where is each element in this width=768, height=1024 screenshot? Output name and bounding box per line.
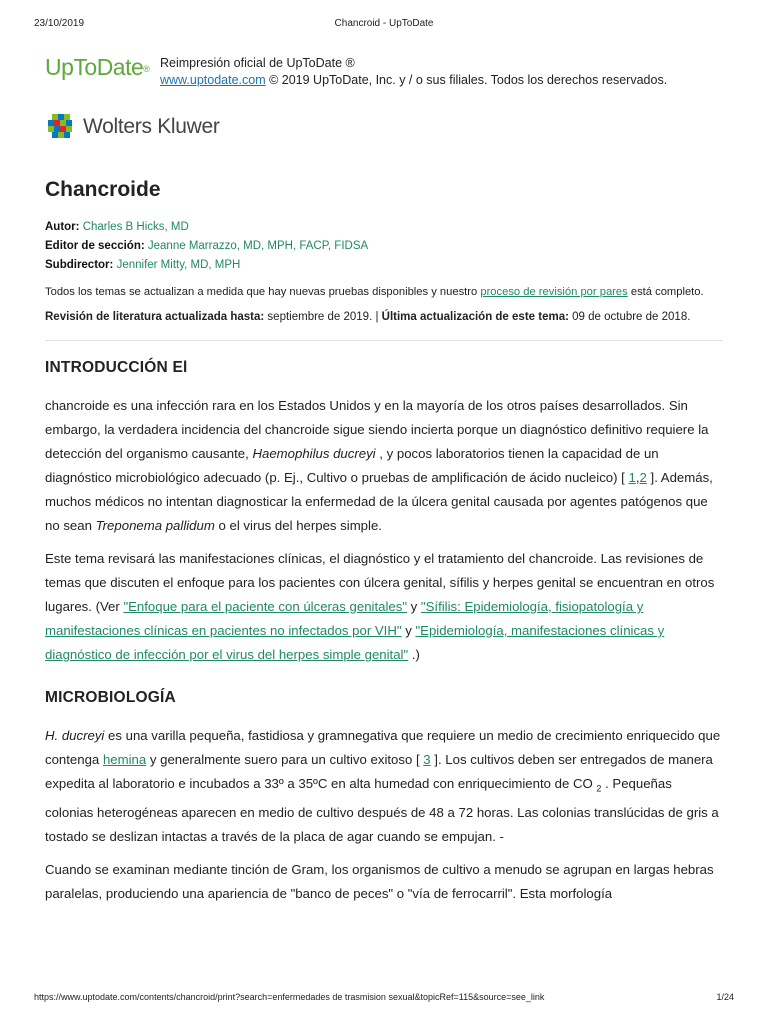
reference-link-1[interactable]: 1 bbox=[628, 470, 636, 485]
microbiology-paragraph-2: Cuando se examinan mediante tinción de Gram, los organismos de cultivo a menudo se agrupan en largas hebras paralelas, produciendo una apariencia de "banco de peces" o "vía de ferrocarril". Esta morfología bbox=[45, 861, 714, 901]
wolters-kluwer-text: Wolters Kluwer bbox=[83, 115, 220, 138]
uptodate-logo[interactable] bbox=[45, 52, 149, 82]
meta-label: Editor de sección: bbox=[45, 240, 145, 252]
section-divider bbox=[45, 340, 723, 341]
reprint-line: Reimpresión oficial de UpToDate ® bbox=[160, 56, 355, 70]
syphilis-topic-link[interactable]: "Sífilis: Epidemiología, fisiopatología y manifestaciones clínicas en pacientes no infectados por VIH" bbox=[45, 599, 644, 638]
peer-review-link[interactable]: proceso de revisión por pares bbox=[480, 286, 628, 298]
last-update-label: Última actualización de este tema: bbox=[381, 311, 569, 323]
wolters-kluwer-mark-icon bbox=[45, 111, 77, 143]
section-editor-link[interactable]: Jeanne Marrazzo, MD, MPH, FACP, FIDSA bbox=[147, 240, 369, 252]
meta-section-editor bbox=[45, 237, 723, 256]
intro-paragraph-1: chancroide es una infección rara en los Estados Unidos y en la mayoría de los otros países desarrollados. Sin embargo, la verdadera incidencia del chancroide sigue siendo incierta porque un diagnóstico definitivo requiere la detección del organismo causante, Haemophilus ducreyi , y pocos laboratorios tienen la capacidad de un diagnóstico microbiológico adecuado (p. Ej., Cultivo o pruebas de amplificación de ácido nucleico) [ 1,2 ]. Además, muchos médicos no intentan diagnosticar la enfermedad de la úlcera genital causada por agentes patógenos que no sean Treponema pallidum o el virus del herpes simple. bbox=[45, 398, 713, 533]
article-content bbox=[45, 176, 723, 915]
update-note bbox=[45, 283, 723, 302]
herpes-topic-link[interactable]: "Epidemiología, manifestaciones clínicas y diagnóstico de infección por el virus del herpes simple genital" bbox=[45, 623, 665, 662]
intro-heading: INTRODUCCIÓN El bbox=[45, 359, 188, 376]
hemin-drug-link[interactable]: hemina bbox=[102, 752, 147, 767]
print-header bbox=[34, 18, 734, 32]
uptodate-site-link[interactable]: www.uptodate.com bbox=[160, 73, 266, 87]
registered-mark: ® bbox=[143, 64, 150, 74]
review-dates bbox=[45, 308, 723, 327]
last-update-value: 09 de octubre de 2018. bbox=[572, 311, 691, 323]
review-label: Revisión de literatura actualizada hasta: bbox=[45, 311, 265, 323]
article-title: Chancroide bbox=[45, 178, 161, 201]
update-note-text-end: está completo. bbox=[627, 286, 704, 298]
meta-label: Autor: bbox=[45, 221, 80, 233]
update-note-text: Todos los temas se actualizan a medida que hay nuevas pruebas disponibles y nuestro bbox=[45, 286, 481, 298]
microbiology-heading: MICROBIOLOGÍA bbox=[45, 689, 176, 706]
review-value: septiembre de 2019. | bbox=[267, 311, 382, 323]
wolters-kluwer-logo bbox=[45, 110, 220, 144]
meta-author bbox=[45, 218, 723, 237]
genital-ulcer-topic-link[interactable]: "Enfoque para el paciente con úlceras genitales" bbox=[123, 599, 407, 614]
deputy-editor-link[interactable]: Jennifer Mitty, MD, MPH bbox=[116, 259, 241, 271]
meta-deputy-editor bbox=[45, 256, 723, 275]
microbiology-paragraph-1: H. ducreyi es una varilla pequeña, fastidiosa y gramnegativa que requiere un medio de crecimiento enriquecido que contenga hemina y generalmente suero para un cultivo exitoso [ 3 ]. Los cultivos deben ser entregados de manera expedita al laboratorio e incubados a 33º a 35ºC en alta humedad con enriquecimiento de CO $_2$ . Pequeñas colonias heterogéneas aparecen en medio de cultivo después de 48 a 72 horas. Las colonias translúcidas de gris a tostado se deslizan intactas a través de la placa de agar cuando se empujan. - bbox=[45, 728, 721, 844]
intro-paragraph-2: Este tema revisará las manifestaciones clínicas, el diagnóstico y el tratamiento del chancroide. Las revisiones de temas que discuten el enfoque para los pacientes con úlcera genital, sífilis y herpes genital se encuentran en otros lugares. (Ver "Enfoque para el paciente con úlceras genitales" y "Sífilis: Epidemiología, fisiopatología y manifestaciones clínicas en pacientes no infectados por VIH" y "Epidemiología, manifestaciones clínicas y diagnóstico de infección por el virus del herpes simple genital" .) bbox=[45, 551, 715, 662]
meta-label: Subdirector: bbox=[45, 259, 114, 271]
author-link[interactable]: Charles B Hicks, MD bbox=[82, 221, 189, 233]
uptodate-logo-text: UpToDate bbox=[45, 54, 144, 80]
copyright-text: © 2019 UpToDate, Inc. y / o sus filiales. Todos los derechos reservados. bbox=[269, 73, 668, 87]
print-url: https://www.uptodate.com/contents/chancroid/print?search=enfermedades de trasmision sexual&topicRef=115&source=see_link bbox=[34, 992, 545, 1002]
reference-link-2[interactable]: 2 bbox=[639, 470, 647, 485]
page-number: 1/24 bbox=[716, 992, 734, 1002]
print-date: 23/10/2019 bbox=[34, 18, 85, 29]
print-footer bbox=[34, 992, 734, 1006]
print-page-title: Chancroid - UpToDate bbox=[334, 18, 434, 29]
reference-link-3[interactable]: 3 bbox=[423, 752, 431, 767]
reprint-notice bbox=[160, 55, 667, 89]
